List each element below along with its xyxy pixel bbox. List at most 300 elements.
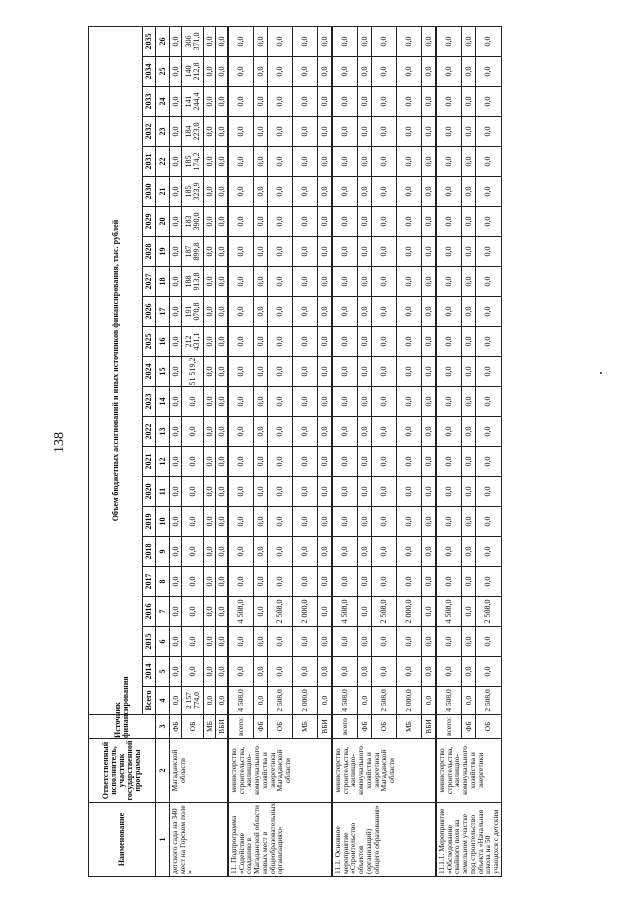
header-year: 2029 [143,207,156,237]
row-value: 140 212,8 [182,57,204,87]
row-value: 0,0 [228,417,254,447]
header-funding: Объем бюджетных ассигнований и иных источников финансирования, тыс. рублей [89,27,143,715]
row-value: 0,0 [254,237,268,267]
table-row [170,27,182,877]
row-value: 0,0 [422,657,437,687]
row-source: ОБ [268,715,293,739]
row-value: 0,0 [372,627,397,657]
row-value: 0,0 [436,237,462,267]
column-number: 23 [156,117,170,147]
row-value: 0,0 [397,357,422,387]
row-value: 0,0 [268,417,293,447]
row-value: 0,0 [476,207,501,237]
row-source: МБ [293,715,318,739]
column-number: 8 [156,567,170,597]
row-value: 0,0 [422,387,437,417]
row-value: 0,0 [228,87,254,117]
row-value: 0,0 [216,597,229,627]
row-value: 0,0 [254,57,268,87]
row-value: 0,0 [372,207,397,237]
row-value: 0,0 [182,387,204,417]
row-value: 0,0 [254,447,268,477]
row-value: 0,0 [436,477,462,507]
row-value: 0,0 [358,327,372,357]
row-value: 0,0 [254,117,268,147]
row-value: 0,0 [358,477,372,507]
row-value: 0,0 [332,267,358,297]
row-value: 0,0 [397,267,422,297]
row-total: 0,0 [422,687,437,715]
row-value: 0,0 [318,57,333,87]
row-value: 0,0 [170,507,182,537]
row-value: 0,0 [254,477,268,507]
row-value: 0,0 [397,87,422,117]
row-value: 0,0 [216,627,229,657]
row-value: 0,0 [318,627,333,657]
row-value: 0,0 [318,297,333,327]
row-value: 0,0 [204,447,216,477]
header-year: 2019 [143,507,156,537]
header-year: 2018 [143,537,156,567]
scan-mark [600,372,602,374]
row-total: 2 000,0 [293,687,318,715]
row-value: 0,0 [254,147,268,177]
column-number: 18 [156,267,170,297]
row-value: 4 508,0 [228,597,254,627]
row-value: 0,0 [436,357,462,387]
row-value: 0,0 [216,177,229,207]
row-value: 0,0 [358,117,372,147]
row-value: 0,0 [293,537,318,567]
row-value: 0,0 [358,237,372,267]
row-value: 0,0 [182,477,204,507]
row-value: 0,0 [358,207,372,237]
row-value: 0,0 [372,237,397,267]
row-value: 0,0 [268,327,293,357]
row-value: 0,0 [228,627,254,657]
row-value: 0,0 [216,387,229,417]
row-value: 0,0 [228,147,254,177]
row-value: 0,0 [332,27,358,57]
column-number: 19 [156,237,170,267]
row-value: 2 508,0 [268,597,293,627]
row-value: 0,0 [268,447,293,477]
row-value: 212 431,1 [182,327,204,357]
row-value: 0,0 [170,27,182,57]
row-value: 0,0 [397,27,422,57]
table-row [228,27,254,877]
row-value: 0,0 [476,57,501,87]
row-value: 0,0 [170,417,182,447]
row-value: 0,0 [436,417,462,447]
row-value: 0,0 [254,657,268,687]
row-value: 0,0 [462,327,476,357]
row-value: 0,0 [204,207,216,237]
column-number: 17 [156,297,170,327]
row-value: 0,0 [204,27,216,57]
row-value: 0,0 [293,357,318,387]
row-value: 0,0 [228,297,254,327]
funding-table [88,26,502,877]
row-value: 0,0 [422,147,437,177]
row-value: 0,0 [422,297,437,327]
row-value: 0,0 [462,267,476,297]
row-value: 0,0 [422,537,437,567]
row-value: 0,0 [170,87,182,117]
row-value: 0,0 [436,267,462,297]
row-name: 11.1.1. Мероприятие «Обследование свайного поля на земельном участке под строительство объекта «Начальная школа на 50 учащихся с детским [436,803,501,877]
row-value: 0,0 [268,627,293,657]
row-value: 185 323,9 [182,177,204,207]
row-value: 0,0 [216,117,229,147]
row-value: 0,0 [204,327,216,357]
row-value: 0,0 [358,87,372,117]
row-value: 0,0 [170,177,182,207]
row-value: 0,0 [170,327,182,357]
row-value: 0,0 [182,507,204,537]
row-value: 0,0 [422,207,437,237]
row-value: 0,0 [318,477,333,507]
row-value: 0,0 [293,57,318,87]
row-value: 0,0 [397,117,422,147]
row-value: 0,0 [332,177,358,207]
header-source: Источник финансирования [89,715,156,739]
row-value: 141 244,4 [182,87,204,117]
row-source: всего [332,715,358,739]
header-year: 2021 [143,447,156,477]
row-value: 2 000,0 [397,597,422,627]
row-value: 0,0 [332,507,358,537]
row-source: ОБ [372,715,397,739]
row-value: 0,0 [268,147,293,177]
row-value: 0,0 [462,627,476,657]
row-value: 183 390,0 [182,207,204,237]
row-value: 0,0 [462,537,476,567]
row-value: 0,0 [332,657,358,687]
row-value: 0,0 [422,507,437,537]
row-value: 0,0 [318,87,333,117]
row-value: 0,0 [422,417,437,447]
row-total: 0,0 [462,687,476,715]
row-total: 0,0 [318,687,333,715]
row-value: 0,0 [372,27,397,57]
row-value: 0,0 [318,327,333,357]
row-value: 0,0 [228,357,254,387]
row-value: 0,0 [332,147,358,177]
header-year: 2033 [143,87,156,117]
row-value: 0,0 [293,87,318,117]
row-value: 0,0 [216,417,229,447]
header-year: 2015 [143,627,156,657]
row-value: 0,0 [318,237,333,267]
column-number: 15 [156,357,170,387]
row-value: 0,0 [204,507,216,537]
row-value: 0,0 [332,357,358,387]
row-value: 0,0 [436,177,462,207]
row-value: 0,0 [476,627,501,657]
row-total: 0,0 [358,687,372,715]
row-value: 0,0 [254,627,268,657]
row-value: 0,0 [397,327,422,357]
row-value: 0,0 [372,507,397,537]
row-source: ВБИ [422,715,437,739]
row-value: 0,0 [216,207,229,237]
row-value: 0,0 [372,537,397,567]
row-value: 0,0 [476,657,501,687]
row-value: 0,0 [216,237,229,267]
row-value: 0,0 [358,177,372,207]
row-value: 0,0 [204,627,216,657]
row-value: 0,0 [293,117,318,147]
header-year: 2028 [143,237,156,267]
row-value: 0,0 [358,417,372,447]
column-number: 14 [156,387,170,417]
row-value: 0,0 [372,447,397,477]
row-source: ФБ [170,715,182,739]
row-value: 0,0 [372,567,397,597]
header-year: 2035 [143,27,156,57]
row-value: 0,0 [332,627,358,657]
row-value: 0,0 [216,657,229,687]
column-number: 2 [156,739,170,803]
row-value: 0,0 [397,447,422,477]
row-value: 0,0 [436,57,462,87]
row-value: 0,0 [228,177,254,207]
row-value: 0,0 [318,117,333,147]
row-value: 0,0 [436,147,462,177]
row-value: 0,0 [372,87,397,117]
row-value: 0,0 [436,567,462,597]
column-number: 6 [156,627,170,657]
row-value: 0,0 [397,57,422,87]
row-value: 0,0 [372,297,397,327]
row-value: 0,0 [254,387,268,417]
row-value: 0,0 [462,237,476,267]
row-executor: Магаданской области [170,739,229,803]
row-value: 0,0 [216,27,229,57]
header-year: 2022 [143,417,156,447]
row-value: 0,0 [228,477,254,507]
column-number: 11 [156,477,170,507]
row-value: 0,0 [462,117,476,147]
row-total: 4 508,0 [436,687,462,715]
row-value: 0,0 [372,417,397,447]
row-value: 0,0 [170,57,182,87]
row-value: 0,0 [268,297,293,327]
row-value: 0,0 [358,447,372,477]
row-value: 0,0 [254,207,268,237]
row-value: 0,0 [358,147,372,177]
row-value: 0,0 [293,327,318,357]
row-value: 0,0 [332,57,358,87]
row-value: 0,0 [422,597,437,627]
row-value: 0,0 [422,267,437,297]
row-value: 0,0 [358,357,372,387]
row-value: 0,0 [293,627,318,657]
page-number: 138 [52,432,67,453]
row-value: 0,0 [170,207,182,237]
row-value: 0,0 [182,447,204,477]
row-value: 0,0 [268,177,293,207]
row-value: 2 000,0 [293,597,318,627]
row-value: 0,0 [358,537,372,567]
row-source: МБ [397,715,422,739]
row-value: 0,0 [436,207,462,237]
row-total: 2 000,0 [397,687,422,715]
row-value: 0,0 [436,117,462,147]
row-value: 0,0 [372,387,397,417]
row-name: детского сада на 340 мест на Горском поле » [170,803,229,877]
row-value: 0,0 [216,327,229,357]
row-value: 0,0 [170,357,182,387]
row-value: 0,0 [268,567,293,597]
header-year: 2027 [143,267,156,297]
row-value: 0,0 [358,27,372,57]
row-value: 0,0 [476,27,501,57]
row-value: 0,0 [170,627,182,657]
row-total: 0,0 [170,687,182,715]
row-total: 2 508,0 [476,687,501,715]
row-value: 0,0 [216,447,229,477]
row-value: 184 223,0 [182,117,204,147]
row-total: 4 508,0 [228,687,254,715]
row-value: 0,0 [358,297,372,327]
row-value: 0,0 [293,417,318,447]
row-value: 0,0 [422,57,437,87]
row-value: 0,0 [182,597,204,627]
header-year: 2030 [143,177,156,207]
column-number: 5 [156,657,170,687]
row-value: 0,0 [397,657,422,687]
row-value: 0,0 [170,537,182,567]
column-number: 13 [156,417,170,447]
row-value: 0,0 [422,447,437,477]
row-value: 0,0 [293,567,318,597]
row-total: 0,0 [204,687,216,715]
row-value: 0,0 [462,297,476,327]
row-source: ФБ [358,715,372,739]
header-year: 2025 [143,327,156,357]
row-value: 0,0 [436,87,462,117]
row-source: всего: [436,715,462,739]
row-value: 0,0 [476,537,501,567]
row-value: 0,0 [182,537,204,567]
row-value: 0,0 [462,477,476,507]
row-value: 0,0 [204,177,216,207]
row-value: 0,0 [372,477,397,507]
row-value: 0,0 [422,237,437,267]
row-value: 0,0 [462,417,476,447]
row-value: 0,0 [254,27,268,57]
row-value: 0,0 [170,267,182,297]
row-value: 0,0 [318,207,333,237]
row-name: 11. Подпрограмма «Содействие созданию в Магаданской области новых мест в общеобразовательных организациях» [228,803,332,877]
row-value: 0,0 [293,297,318,327]
row-value: 0,0 [476,177,501,207]
row-value: 0,0 [216,297,229,327]
column-number: 26 [156,27,170,57]
row-value: 0,0 [318,447,333,477]
row-value: 0,0 [293,657,318,687]
column-number: 16 [156,327,170,357]
row-value: 0,0 [182,417,204,447]
row-value: 0,0 [268,537,293,567]
funding-table-rotated [88,27,584,877]
row-value: 0,0 [204,597,216,627]
row-value: 0,0 [228,267,254,297]
row-value: 0,0 [476,447,501,477]
row-value: 0,0 [204,297,216,327]
row-executor: министерство строительства, жилищно-коммунального хозяйства и энергетики [436,739,501,803]
row-value: 0,0 [228,27,254,57]
row-value: 0,0 [318,597,333,627]
row-value: 0,0 [332,567,358,597]
row-value: 0,0 [397,387,422,417]
row-value: 2 508,0 [372,597,397,627]
row-source: всего: [228,715,254,739]
row-value: 0,0 [204,657,216,687]
row-value: 0,0 [216,357,229,387]
row-value: 0,0 [332,87,358,117]
row-total: 0,0 [254,687,268,715]
row-value: 0,0 [204,387,216,417]
row-value: 0,0 [476,267,501,297]
row-value: 0,0 [318,537,333,567]
row-value: 0,0 [436,447,462,477]
row-value: 0,0 [422,177,437,207]
row-value: 0,0 [228,387,254,417]
row-value: 0,0 [397,237,422,267]
row-value: 0,0 [293,507,318,537]
row-value: 0,0 [436,327,462,357]
header-year: 2026 [143,297,156,327]
row-value: 0,0 [422,627,437,657]
row-value: 0,0 [462,597,476,627]
row-value: 0,0 [268,237,293,267]
row-value: 0,0 [254,417,268,447]
row-value: 0,0 [228,657,254,687]
row-value: 0,0 [372,57,397,87]
row-value: 0,0 [436,387,462,417]
row-value: 0,0 [293,387,318,417]
row-value: 0,0 [268,87,293,117]
row-value: 0,0 [372,657,397,687]
row-value: 0,0 [476,87,501,117]
row-value: 0,0 [204,57,216,87]
row-total: 2 157 774,0 [182,687,204,715]
row-value: 0,0 [318,267,333,297]
row-total: 0,0 [216,687,229,715]
row-value: 0,0 [462,147,476,177]
row-value: 0,0 [228,117,254,147]
row-value: 0,0 [462,27,476,57]
row-value: 0,0 [436,627,462,657]
row-value: 188 913,8 [182,267,204,297]
row-value: 0,0 [254,537,268,567]
row-value: 0,0 [268,507,293,537]
row-value: 0,0 [422,357,437,387]
row-value: 0,0 [462,657,476,687]
row-value: 0,0 [318,177,333,207]
row-source: ФБ [254,715,268,739]
row-value: 0,0 [254,87,268,117]
header-name: Наименование [89,803,156,877]
row-value: 0,0 [216,267,229,297]
row-value: 0,0 [476,117,501,147]
row-value: 191 070,8 [182,297,204,327]
column-number: 1 [156,803,170,877]
row-value: 0,0 [268,207,293,237]
